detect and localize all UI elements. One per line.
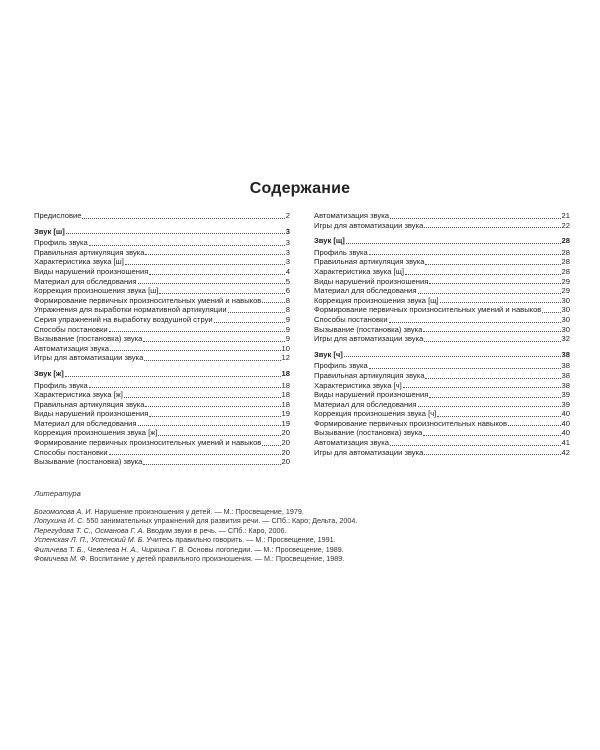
toc-entry (34, 211, 290, 221)
toc-entry-label: Материал для обследования (34, 418, 137, 428)
toc-entry (314, 448, 570, 458)
toc-entry (34, 457, 290, 467)
toc-entry (314, 381, 570, 391)
toc-entry-page: 20 (281, 457, 290, 467)
literature-list (34, 507, 574, 563)
toc-entry (34, 267, 290, 277)
toc-entry (34, 248, 290, 258)
toc-entry-label: Формирование первичных произносительных умений и навыков (34, 438, 262, 448)
toc-entry (314, 211, 570, 221)
literature-author: Успенская Л. П., Успенский М. Б. (34, 535, 145, 545)
dot-leader (149, 416, 280, 417)
toc-entry (314, 390, 570, 400)
toc-left-column (34, 211, 290, 473)
toc-entry (34, 419, 290, 429)
literature-entry (34, 526, 574, 535)
toc-entry (34, 409, 290, 419)
toc-entry (314, 400, 570, 410)
toc-entry-page: 22 (561, 220, 570, 230)
toc-entry-page: 3 (285, 257, 290, 267)
toc-entry-label: Формирование первичных произносительных умений и навыков (314, 305, 542, 315)
toc-entry-label: Профиль звука (314, 247, 368, 257)
toc-entry (314, 267, 570, 277)
toc-entry-label: Профиль звука (34, 380, 88, 390)
toc-entry-page: 40 (561, 418, 570, 428)
toc-entry-page: 20 (281, 428, 290, 438)
dot-leader (440, 302, 561, 303)
toc-entry-label: Правильная артикуляция звука (314, 257, 425, 267)
toc-group (314, 236, 570, 344)
toc-entry-page: 28 (561, 247, 570, 257)
dot-leader (403, 387, 561, 388)
toc-entry-page: 6 (285, 286, 290, 296)
toc-entry-label: Виды нарушений произношения (314, 276, 429, 286)
toc-entry-page: 9 (285, 334, 290, 344)
dot-leader (159, 293, 284, 294)
toc-group (314, 211, 570, 230)
toc-entry (314, 221, 570, 231)
toc-entry (34, 334, 290, 344)
toc-entry-page: 19 (281, 409, 290, 419)
dot-leader (346, 243, 561, 244)
toc-entry-label: Профиль звука (34, 238, 88, 248)
dot-leader (110, 350, 281, 351)
toc-entry-page: 38 (561, 380, 570, 390)
toc-entry-page: 3 (285, 247, 290, 257)
toc-entry-page: 30 (561, 314, 570, 324)
literature-entry (34, 545, 574, 554)
dot-leader (158, 435, 280, 436)
toc-entry-label: Вызывание (постановка) звука (34, 457, 143, 467)
toc-entry-label: Автоматизация звука (314, 211, 389, 220)
toc-entry-label: Формирование первичных произносительных умений и навыков (34, 295, 262, 305)
toc-entry-label: Предисловие (34, 211, 82, 220)
toc-entry-label: Игры для автоматизации звука (314, 447, 424, 457)
toc-entry-page: 28 (561, 236, 570, 246)
toc-entry (34, 428, 290, 438)
toc-entry-label: Вызывание (постановка) звука (314, 324, 423, 334)
toc-entry-page: 40 (561, 409, 570, 419)
dot-leader (145, 406, 280, 407)
dot-leader (542, 312, 560, 313)
toc-entry-page: 28 (561, 257, 570, 267)
toc-entry-label: Коррекция произношения звука [ш] (34, 286, 159, 296)
dot-leader (418, 293, 561, 294)
dot-leader (138, 425, 281, 426)
toc-entry-page: 8 (285, 295, 290, 305)
toc-entry (314, 428, 570, 438)
toc-entry-label: Звук [ж] (34, 368, 64, 378)
toc-entry-page: 10 (281, 343, 290, 353)
toc-entry-label: Игры для автоматизации звука (314, 220, 424, 230)
toc-entry-page: 3 (285, 226, 290, 236)
toc-entry-label: Автоматизация звука (314, 438, 389, 448)
toc-entry (34, 353, 290, 363)
toc-entry-page: 42 (561, 447, 570, 457)
toc-entry-label: Вызывание (постановка) звука (34, 334, 143, 344)
literature-author: Лопухина И. С. (34, 516, 85, 526)
dot-leader (149, 274, 284, 275)
dot-leader (344, 356, 561, 357)
toc-entry-label: Игры для автоматизации звука (314, 334, 424, 344)
toc-entry-label: Профиль звука (314, 361, 368, 371)
toc-entry-label: Правильная артикуляция звука (34, 247, 145, 257)
page-title: Содержание (249, 180, 351, 197)
toc-entry-label: Коррекция произношения звука [щ] (314, 295, 439, 305)
dot-leader (124, 397, 281, 398)
toc-group (34, 211, 290, 221)
dot-leader (418, 406, 561, 407)
toc-entry-page: 20 (281, 447, 290, 457)
toc-entry (34, 381, 290, 391)
toc-entry (34, 238, 290, 248)
toc-entry-page: 18 (281, 380, 290, 390)
toc-entry (314, 371, 570, 381)
dot-leader (145, 254, 284, 255)
toc-entry-page: 2 (285, 211, 290, 220)
dot-leader (109, 331, 285, 332)
toc-entry (34, 344, 290, 354)
dot-leader (138, 283, 285, 284)
toc-entry-label: Серия упражнений на выработку воздушной струи (34, 314, 213, 324)
toc-entry-page: 21 (561, 211, 570, 220)
dot-leader (262, 302, 284, 303)
literature-text: 550 занимательных упражнений для развития речи. — СПб.: Каро; Дельта, 2004. (84, 516, 358, 526)
toc-section-heading (34, 369, 290, 379)
toc-entry (34, 400, 290, 410)
literature-entry (34, 535, 574, 544)
toc-entry (314, 305, 570, 315)
toc-entry-page: 18 (281, 399, 290, 409)
toc-group (314, 350, 570, 458)
dot-leader (369, 254, 561, 255)
literature-entry (34, 507, 574, 516)
dot-leader (423, 435, 560, 436)
literature-title: Литература (34, 489, 81, 498)
toc-entry (314, 325, 570, 335)
toc-entry-label: Виды нарушений произношения (34, 266, 149, 276)
toc-entry-page: 4 (285, 266, 290, 276)
literature-text: Основы логопедии. — М.: Просвещение, 1989. (185, 544, 344, 554)
toc-entry (34, 315, 290, 325)
toc-entry-label: Виды нарушений произношения (314, 390, 429, 400)
toc-entry (34, 296, 290, 306)
dot-leader (89, 245, 285, 246)
toc-group (34, 227, 290, 363)
toc-entry (34, 448, 290, 458)
toc-entry-label: Автоматизация звука (34, 343, 109, 353)
toc-entry-label: Звук [ч] (314, 349, 343, 359)
dot-leader (262, 445, 280, 446)
toc-entry (314, 334, 570, 344)
toc-entry (34, 305, 290, 315)
toc-entry-page: 39 (561, 390, 570, 400)
dot-leader (405, 274, 561, 275)
literature-text: Воспитание у детей правильного произношения. — М.: Просвещение, 1989. (87, 554, 345, 564)
toc-entry-page: 8 (285, 305, 290, 315)
toc-entry-page: 9 (285, 314, 290, 324)
toc-entry-label: Характеристика звука [ч] (314, 380, 402, 390)
toc-entry-page: 38 (561, 361, 570, 371)
toc-entry (314, 286, 570, 296)
toc-entry-page: 29 (561, 276, 570, 286)
toc-entry (314, 438, 570, 448)
toc-section-heading (314, 236, 570, 246)
dot-leader (144, 360, 280, 361)
dot-leader (390, 445, 561, 446)
toc-entry-page: 28 (561, 266, 570, 276)
literature-entry (34, 516, 574, 525)
toc-entry-page: 9 (285, 324, 290, 334)
dot-leader (508, 425, 561, 426)
toc-entry (34, 257, 290, 267)
toc-entry-page: 3 (285, 238, 290, 248)
toc-entry-page: 5 (285, 276, 290, 286)
dot-leader (424, 454, 560, 455)
toc-entry-page: 30 (561, 324, 570, 334)
toc-entry-page: 40 (561, 428, 570, 438)
toc-entry-label: Способы постановки (34, 447, 108, 457)
dot-leader (425, 378, 560, 379)
dot-leader (66, 233, 285, 234)
dot-leader (424, 341, 560, 342)
toc-entry-label: Виды нарушений произношения (34, 409, 149, 419)
toc-entry-label: Материал для обследования (314, 286, 417, 296)
toc-entry-page: 29 (561, 286, 570, 296)
dot-leader (425, 264, 560, 265)
toc-entry-label: Правильная артикуляция звука (34, 399, 145, 409)
dot-leader (429, 397, 560, 398)
toc-entry-label: Коррекция произношения звука [ж] (34, 428, 158, 438)
toc-entry (34, 390, 290, 400)
toc-entry-page: 20 (281, 438, 290, 448)
dot-leader (143, 464, 280, 465)
toc-entry (314, 361, 570, 371)
dot-leader (89, 387, 281, 388)
literature-text: Вводим звуки в речь. — СПб.: Каро, 2006. (144, 525, 287, 535)
dot-leader (125, 264, 285, 265)
literature-entry (34, 554, 574, 563)
toc-entry-page: 38 (561, 370, 570, 380)
toc-entry-label: Упражнения для выработки нормативной артикуляции (34, 305, 227, 315)
toc-entry-page: 41 (561, 438, 570, 448)
toc-entry-label: Формирование первичных произносительных навыков (314, 418, 508, 428)
dot-leader (429, 283, 560, 284)
toc-entry-label: Вызывание (постановка) звука (314, 428, 423, 438)
toc-entry (314, 248, 570, 258)
toc-entry (314, 409, 570, 419)
dot-leader (109, 454, 281, 455)
toc-entry-page: 18 (281, 368, 290, 378)
dot-leader (423, 331, 560, 332)
dot-leader (369, 368, 561, 369)
dot-leader (228, 312, 285, 313)
toc-entry (314, 296, 570, 306)
toc-entry-label: Игры для автоматизации звука (34, 353, 144, 363)
literature-author: Богомолова А. И. (34, 507, 93, 516)
toc-entry-label: Способы постановки (34, 324, 108, 334)
dot-leader (390, 218, 561, 219)
dot-leader (389, 322, 561, 323)
toc-entry-page: 18 (281, 390, 290, 400)
dot-leader (143, 341, 284, 342)
toc-entry-label: Способы постановки (314, 314, 388, 324)
literature-text: Нарушение произношения у детей. — М.: Просвещение, 1979. (92, 507, 304, 516)
dot-leader (214, 322, 285, 323)
literature-author: Фомичева М. Ф. (34, 554, 88, 564)
toc-entry (34, 438, 290, 448)
literature-section (34, 489, 574, 563)
toc-entry-label: Коррекция произношения звука [ч] (314, 409, 437, 419)
toc-entry (34, 286, 290, 296)
toc-entry-label: Материал для обследования (34, 276, 137, 286)
toc-entry-label: Материал для обследования (314, 399, 417, 409)
toc-entry (314, 257, 570, 267)
toc-entry-page: 32 (561, 334, 570, 344)
dot-leader (437, 416, 560, 417)
toc-entry-label: Звук [щ] (314, 236, 345, 246)
toc-section-heading (34, 227, 290, 237)
toc-entry (314, 315, 570, 325)
toc-entry-label: Звук [ш] (34, 226, 65, 236)
dot-leader (82, 218, 284, 219)
toc-section-heading (314, 350, 570, 360)
toc-entry-label: Правильная артикуляция звука (314, 370, 425, 380)
toc-right-column (314, 211, 570, 463)
literature-author: Перегудова Т. С., Османова Г. А. (34, 525, 145, 535)
toc-entry-page: 12 (281, 353, 290, 363)
literature-author: Филичева Т. Б., Чевелева Н. А., Чиркина Г. В. (34, 544, 186, 554)
toc-entry-page: 38 (561, 349, 570, 359)
dot-leader (424, 227, 560, 228)
literature-text: Учитесь правильно говорить. — М.: Просвещение, 1991. (144, 535, 336, 545)
toc-entry (34, 325, 290, 335)
toc-entry-label: Характеристика звука [ш] (34, 257, 124, 267)
toc-entry (34, 277, 290, 287)
toc-entry (314, 419, 570, 429)
toc-entry-page: 19 (281, 418, 290, 428)
toc-entry (314, 277, 570, 287)
toc-entry-page: 30 (561, 305, 570, 315)
toc-group (34, 369, 290, 467)
dot-leader (65, 376, 281, 377)
toc-entry-label: Характеристика звука [ж] (34, 390, 123, 400)
toc-entry-page: 30 (561, 295, 570, 305)
toc-entry-page: 39 (561, 399, 570, 409)
toc-entry-label: Характеристика звука [щ] (314, 266, 404, 276)
